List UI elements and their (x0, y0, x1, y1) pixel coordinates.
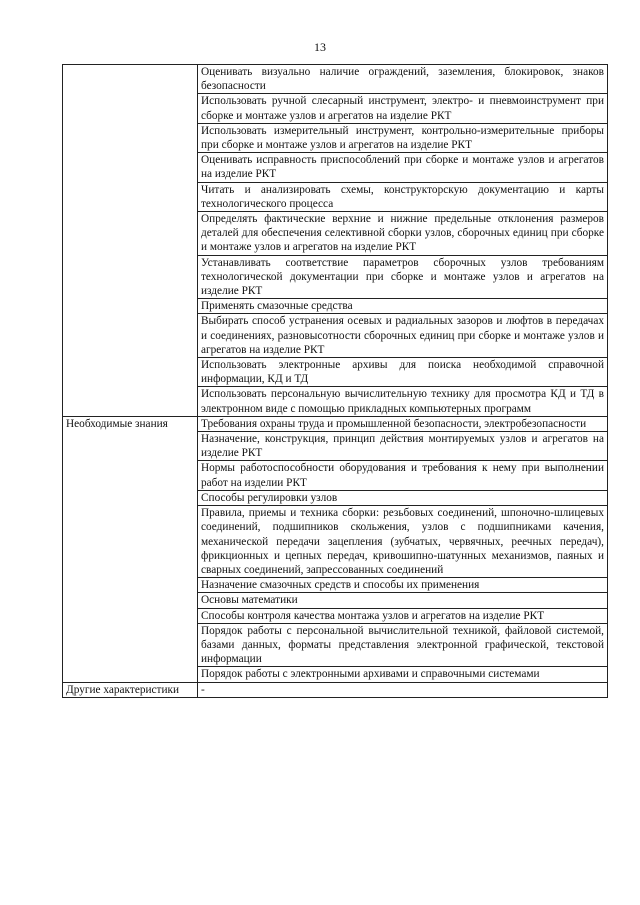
table-row (63, 682, 608, 697)
table-row (63, 65, 608, 94)
requirement-item: Назначение, конструкция, принцип действия монтируемых узлов и агрегатов на изделие РКТ (198, 432, 608, 461)
requirement-item: Использовать персональную вычислительную технику для просмотра КД и ТД в электронном виде с помощью прикладных компьютерных программ (198, 387, 608, 416)
requirement-item: Правила, приемы и техника сборки: резьбовых соединений, шпоночно-шлицевых соединений, подшипников скольжения, узлов с подшипниками качения, механической передачи зацепления (зубчатых, червячных, реечных передач), фрикционных и цепных передач, кривошипно-шатунных механизмов, паяных и сварных соединений, запрессованных соединений (198, 506, 608, 578)
requirement-item: Оценивать исправность приспособлений при сборке и монтаже узлов и агрегатов на изделие РКТ (198, 153, 608, 182)
requirement-item: - (198, 682, 608, 697)
requirement-item: Способы регулировки узлов (198, 490, 608, 505)
requirement-item: Основы математики (198, 593, 608, 608)
requirement-item: Использовать ручной слесарный инструмент, электро- и пневмоинструмент при сборке и монтаже узлов и агрегатов на изделие РКТ (198, 94, 608, 123)
requirement-item: Назначение смазочных средств и способы их применения (198, 578, 608, 593)
requirement-item: Выбирать способ устранения осевых и радиальных зазоров и люфтов в передачах и соединениях, разновысотности сборочных единиц при сборке и монтаже узлов и агрегатов на изделие РКТ (198, 314, 608, 358)
requirements-table (62, 64, 608, 698)
requirement-item: Порядок работы с электронными архивами и справочными системами (198, 667, 608, 682)
table-row (63, 416, 608, 431)
requirement-item: Способы контроля качества монтажа узлов и агрегатов на изделие РКТ (198, 608, 608, 623)
requirement-item: Использовать электронные архивы для поиска необходимой справочной информации, КД и ТД (198, 358, 608, 387)
requirement-item: Применять смазочные средства (198, 299, 608, 314)
requirement-item: Использовать измерительный инструмент, контрольно-измерительные приборы при сборке и монтаже узлов и агрегатов на изделие РКТ (198, 123, 608, 152)
requirement-item: Требования охраны труда и промышленной безопасности, электробезопасности (198, 416, 608, 431)
section-label (63, 65, 198, 417)
requirement-item: Нормы работоспособности оборудования и требования к нему при выполнении работ на изделии РКТ (198, 461, 608, 490)
requirement-item: Определять фактические верхние и нижние предельные отклонения размеров деталей для обеспечения селективной сборки узлов, сборочных единиц при сборке и монтаже узлов и агрегатов на изделие РКТ (198, 212, 608, 256)
requirement-item: Читать и анализировать схемы, конструкторскую документацию и карты технологического процесса (198, 182, 608, 211)
requirement-item: Устанавливать соответствие параметров сборочных узлов требованиям технологической документации при сборке и монтаже узлов и агрегатов на изделие РКТ (198, 255, 608, 299)
section-label: Другие характеристики (63, 682, 198, 697)
requirement-item: Оценивать визуально наличие ограждений, заземления, блокировок, знаков безопасности (198, 65, 608, 94)
section-label: Необходимые знания (63, 416, 198, 682)
requirement-item: Порядок работы с персональной вычислительной техникой, файловой системой, базами данных, форматы представления электронной графической, текстовой информации (198, 623, 608, 667)
requirements-table-body (63, 65, 608, 698)
page-number: 13 (314, 40, 326, 54)
